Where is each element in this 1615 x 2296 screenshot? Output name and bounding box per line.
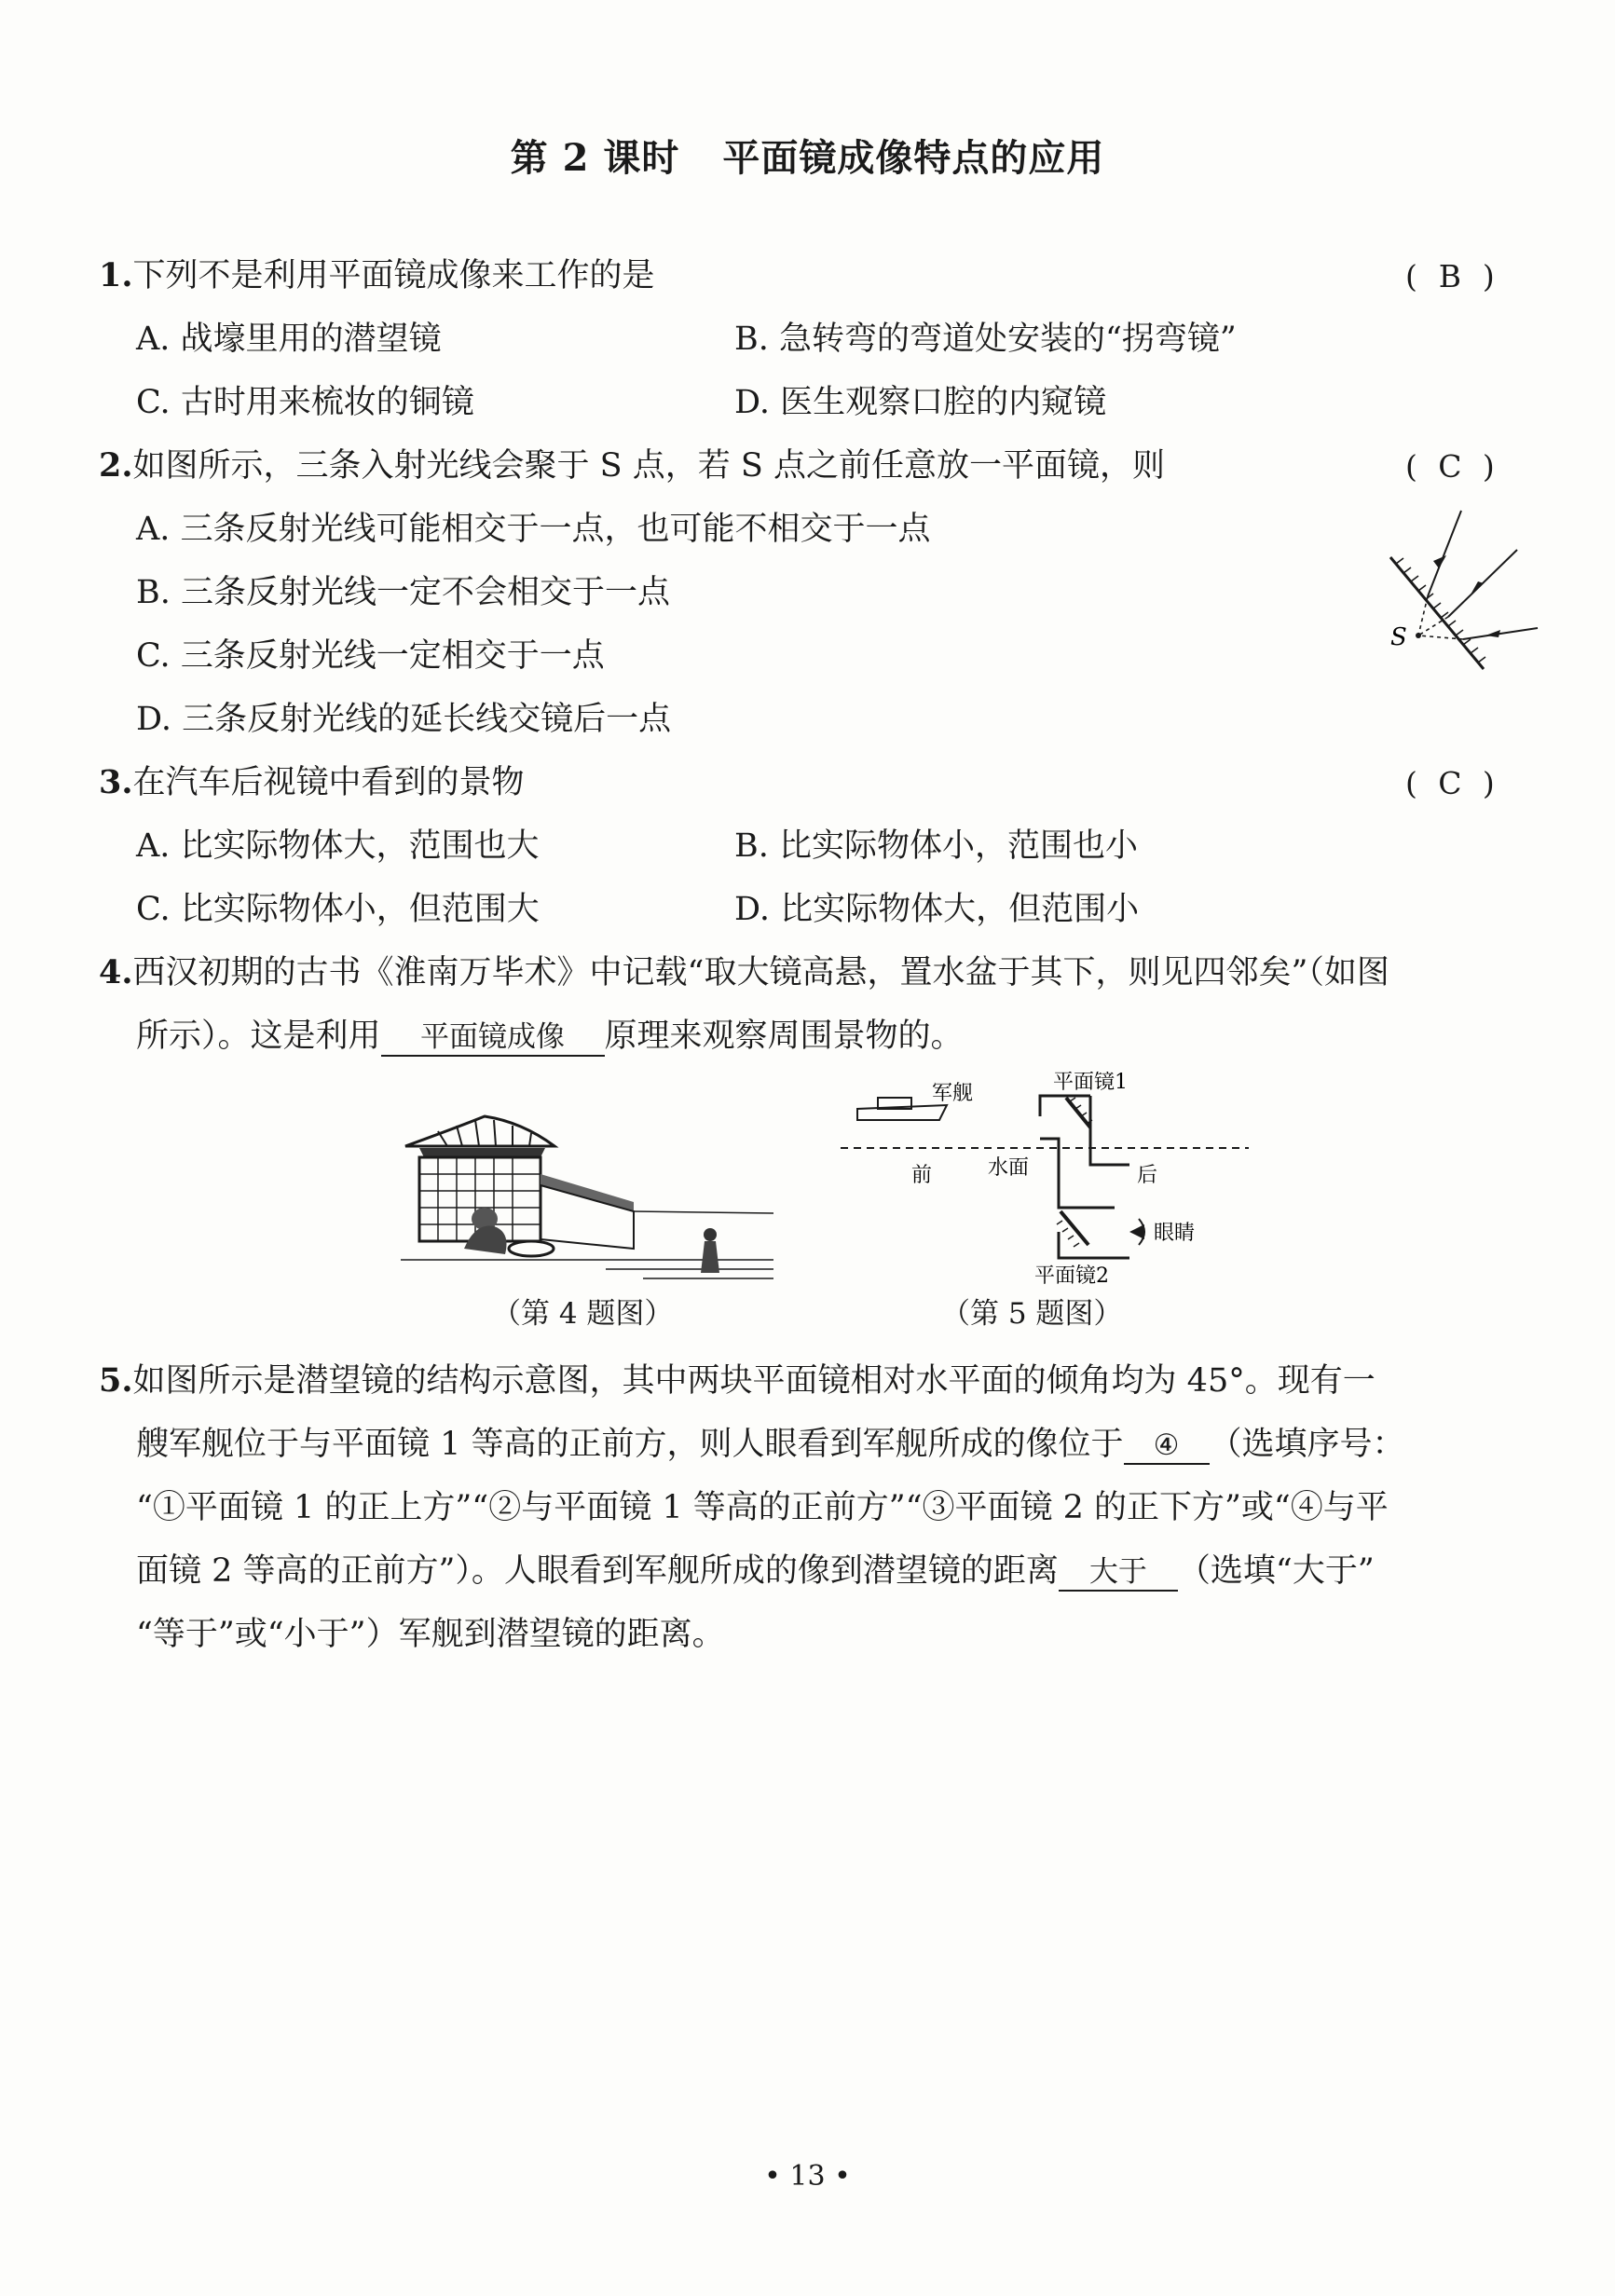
water-label: 水面	[988, 1156, 1030, 1180]
eye-label: 眼睛	[1154, 1222, 1196, 1245]
question-1-stem	[99, 257, 655, 294]
question-3-option-d: D. 比实际物体大，但范围小	[734, 891, 1140, 928]
answer-blank: 平面镜成像	[381, 1019, 605, 1057]
question-2-stem	[99, 447, 1165, 485]
question-text: 如图所示，三条入射光线会聚于 S 点，若 S 点之前任意放一平面镜，则	[132, 447, 1166, 485]
walking-person-head	[704, 1228, 717, 1241]
answer-value: C	[1438, 765, 1462, 801]
question-3-answer: ( C )	[1405, 765, 1495, 801]
text-segment: （选填序号：	[1209, 1426, 1405, 1463]
question-2-option-b: B. 三条反射光线一定不会相交于一点	[136, 574, 670, 611]
question-text: 在汽车后视镜中看到的景物	[132, 764, 525, 801]
question-2-option-d: D. 三条反射光线的延长线交镜后一点	[136, 701, 672, 738]
figure-5-periscope	[839, 1072, 1258, 1286]
text-segment: 原理来观察周围景物的。	[604, 1018, 964, 1055]
mirror-1-label: 平面镜1	[1053, 1072, 1128, 1094]
question-1-option-d: D. 医生观察口腔的内窥镜	[734, 384, 1107, 421]
question-number: 4.	[99, 953, 133, 991]
question-number: 1.	[99, 256, 133, 294]
ship-hull	[857, 1105, 947, 1120]
question-5-line-1	[99, 1362, 1375, 1400]
answer-blank-1: ④	[1124, 1428, 1210, 1465]
question-3-option-c: C. 比实际物体小，但范围大	[136, 891, 540, 928]
page-title	[0, 129, 1615, 182]
question-text: 西汉初期的古书《淮南万毕术》中记载“取大镜高悬，置水盆于其下，则见四邻矣”（如图	[132, 954, 1389, 991]
question-1-option-b: B. 急转弯的弯道处安装的“拐弯镜”	[734, 321, 1237, 358]
question-2-option-a: A. 三条反射光线可能相交于一点，也可能不相交于一点	[136, 511, 931, 548]
text-segment: 所示）。这是利用	[136, 1018, 381, 1055]
ray-2-arrowhead	[1471, 581, 1484, 594]
question-5-line-2	[136, 1426, 1405, 1465]
walking-person-body	[701, 1241, 719, 1273]
water-basin	[509, 1241, 554, 1256]
lesson-label: 第 2 课时	[510, 136, 680, 180]
question-5-line-4	[136, 1552, 1375, 1592]
question-4-line-2	[136, 1018, 964, 1057]
point-s-label: S	[1390, 623, 1407, 651]
seated-person-body	[464, 1226, 507, 1255]
point-s	[1416, 633, 1421, 638]
back-label: 后	[1137, 1164, 1158, 1187]
figure-5-caption: （第 5 题图）	[941, 1297, 1123, 1331]
question-text: 下列不是利用平面镜成像来工作的是	[132, 257, 655, 294]
question-number: 3.	[99, 763, 133, 801]
question-2-option-c: C. 三条反射光线一定相交于一点	[136, 637, 605, 675]
lesson-topic: 平面镜成像特点的应用	[722, 136, 1105, 180]
figure-4-illustration	[401, 1109, 783, 1295]
ship-label: 军舰	[932, 1082, 974, 1105]
text-segment: 艘军舰位于与平面镜 1 等高的正前方，则人眼看到军舰所成的像位于	[136, 1426, 1124, 1463]
question-number: 2.	[99, 446, 133, 485]
mirror-2	[1061, 1211, 1088, 1245]
answer-blank-2: 大于	[1059, 1554, 1178, 1592]
incident-ray-1	[1428, 511, 1461, 596]
question-2-answer: ( C )	[1405, 448, 1495, 485]
mirror-1-hatching	[1070, 1098, 1092, 1124]
question-number: 5.	[99, 1361, 133, 1400]
question-1-answer: ( B )	[1405, 258, 1495, 294]
front-label: 前	[911, 1164, 933, 1187]
wall-top	[541, 1174, 634, 1211]
question-text: 如图所示是潜望镜的结构示意图，其中两块平面镜相对水平面的倾角均为 45°。现有一	[132, 1362, 1375, 1400]
question-1-option-c: C. 古时用来梳妆的铜镜	[136, 384, 474, 421]
question-3-stem	[99, 764, 525, 801]
question-5-line-5: “等于”或“小于”）军舰到潜望镜的距离。	[136, 1616, 725, 1653]
question-3-option-b: B. 比实际物体小，范围也小	[734, 827, 1138, 865]
eye-icon	[1129, 1224, 1144, 1239]
text-segment: 面镜 2 等高的正前方”）。人眼看到军舰所成的像到潜望镜的距离	[136, 1552, 1059, 1590]
mirror-2-hatching	[1057, 1221, 1079, 1247]
question-5-line-3: “①平面镜 1 的正上方”“②与平面镜 1 等高的正前方”“③平面镜 2 的正下方”或“④与平	[136, 1489, 1389, 1526]
text-segment: （选填“大于”	[1177, 1552, 1375, 1590]
incident-ray-3	[1463, 628, 1538, 639]
figure-4-caption: （第 4 题图）	[492, 1297, 674, 1331]
pavilion-roof	[405, 1116, 554, 1146]
mirror-2-label: 平面镜2	[1034, 1264, 1109, 1286]
question-2-mirror-figure	[1361, 503, 1547, 690]
question-4-line-1	[99, 954, 1389, 991]
question-3-option-a: A. 比实际物体大，范围也大	[136, 827, 540, 865]
ray-1-arrowhead	[1433, 555, 1446, 568]
question-1-option-a: A. 战壕里用的潜望镜	[136, 321, 442, 358]
page-number: • 13 •	[764, 2160, 851, 2193]
mirror-hatching	[1396, 558, 1485, 663]
answer-value: B	[1438, 258, 1461, 294]
answer-value: C	[1438, 448, 1462, 485]
